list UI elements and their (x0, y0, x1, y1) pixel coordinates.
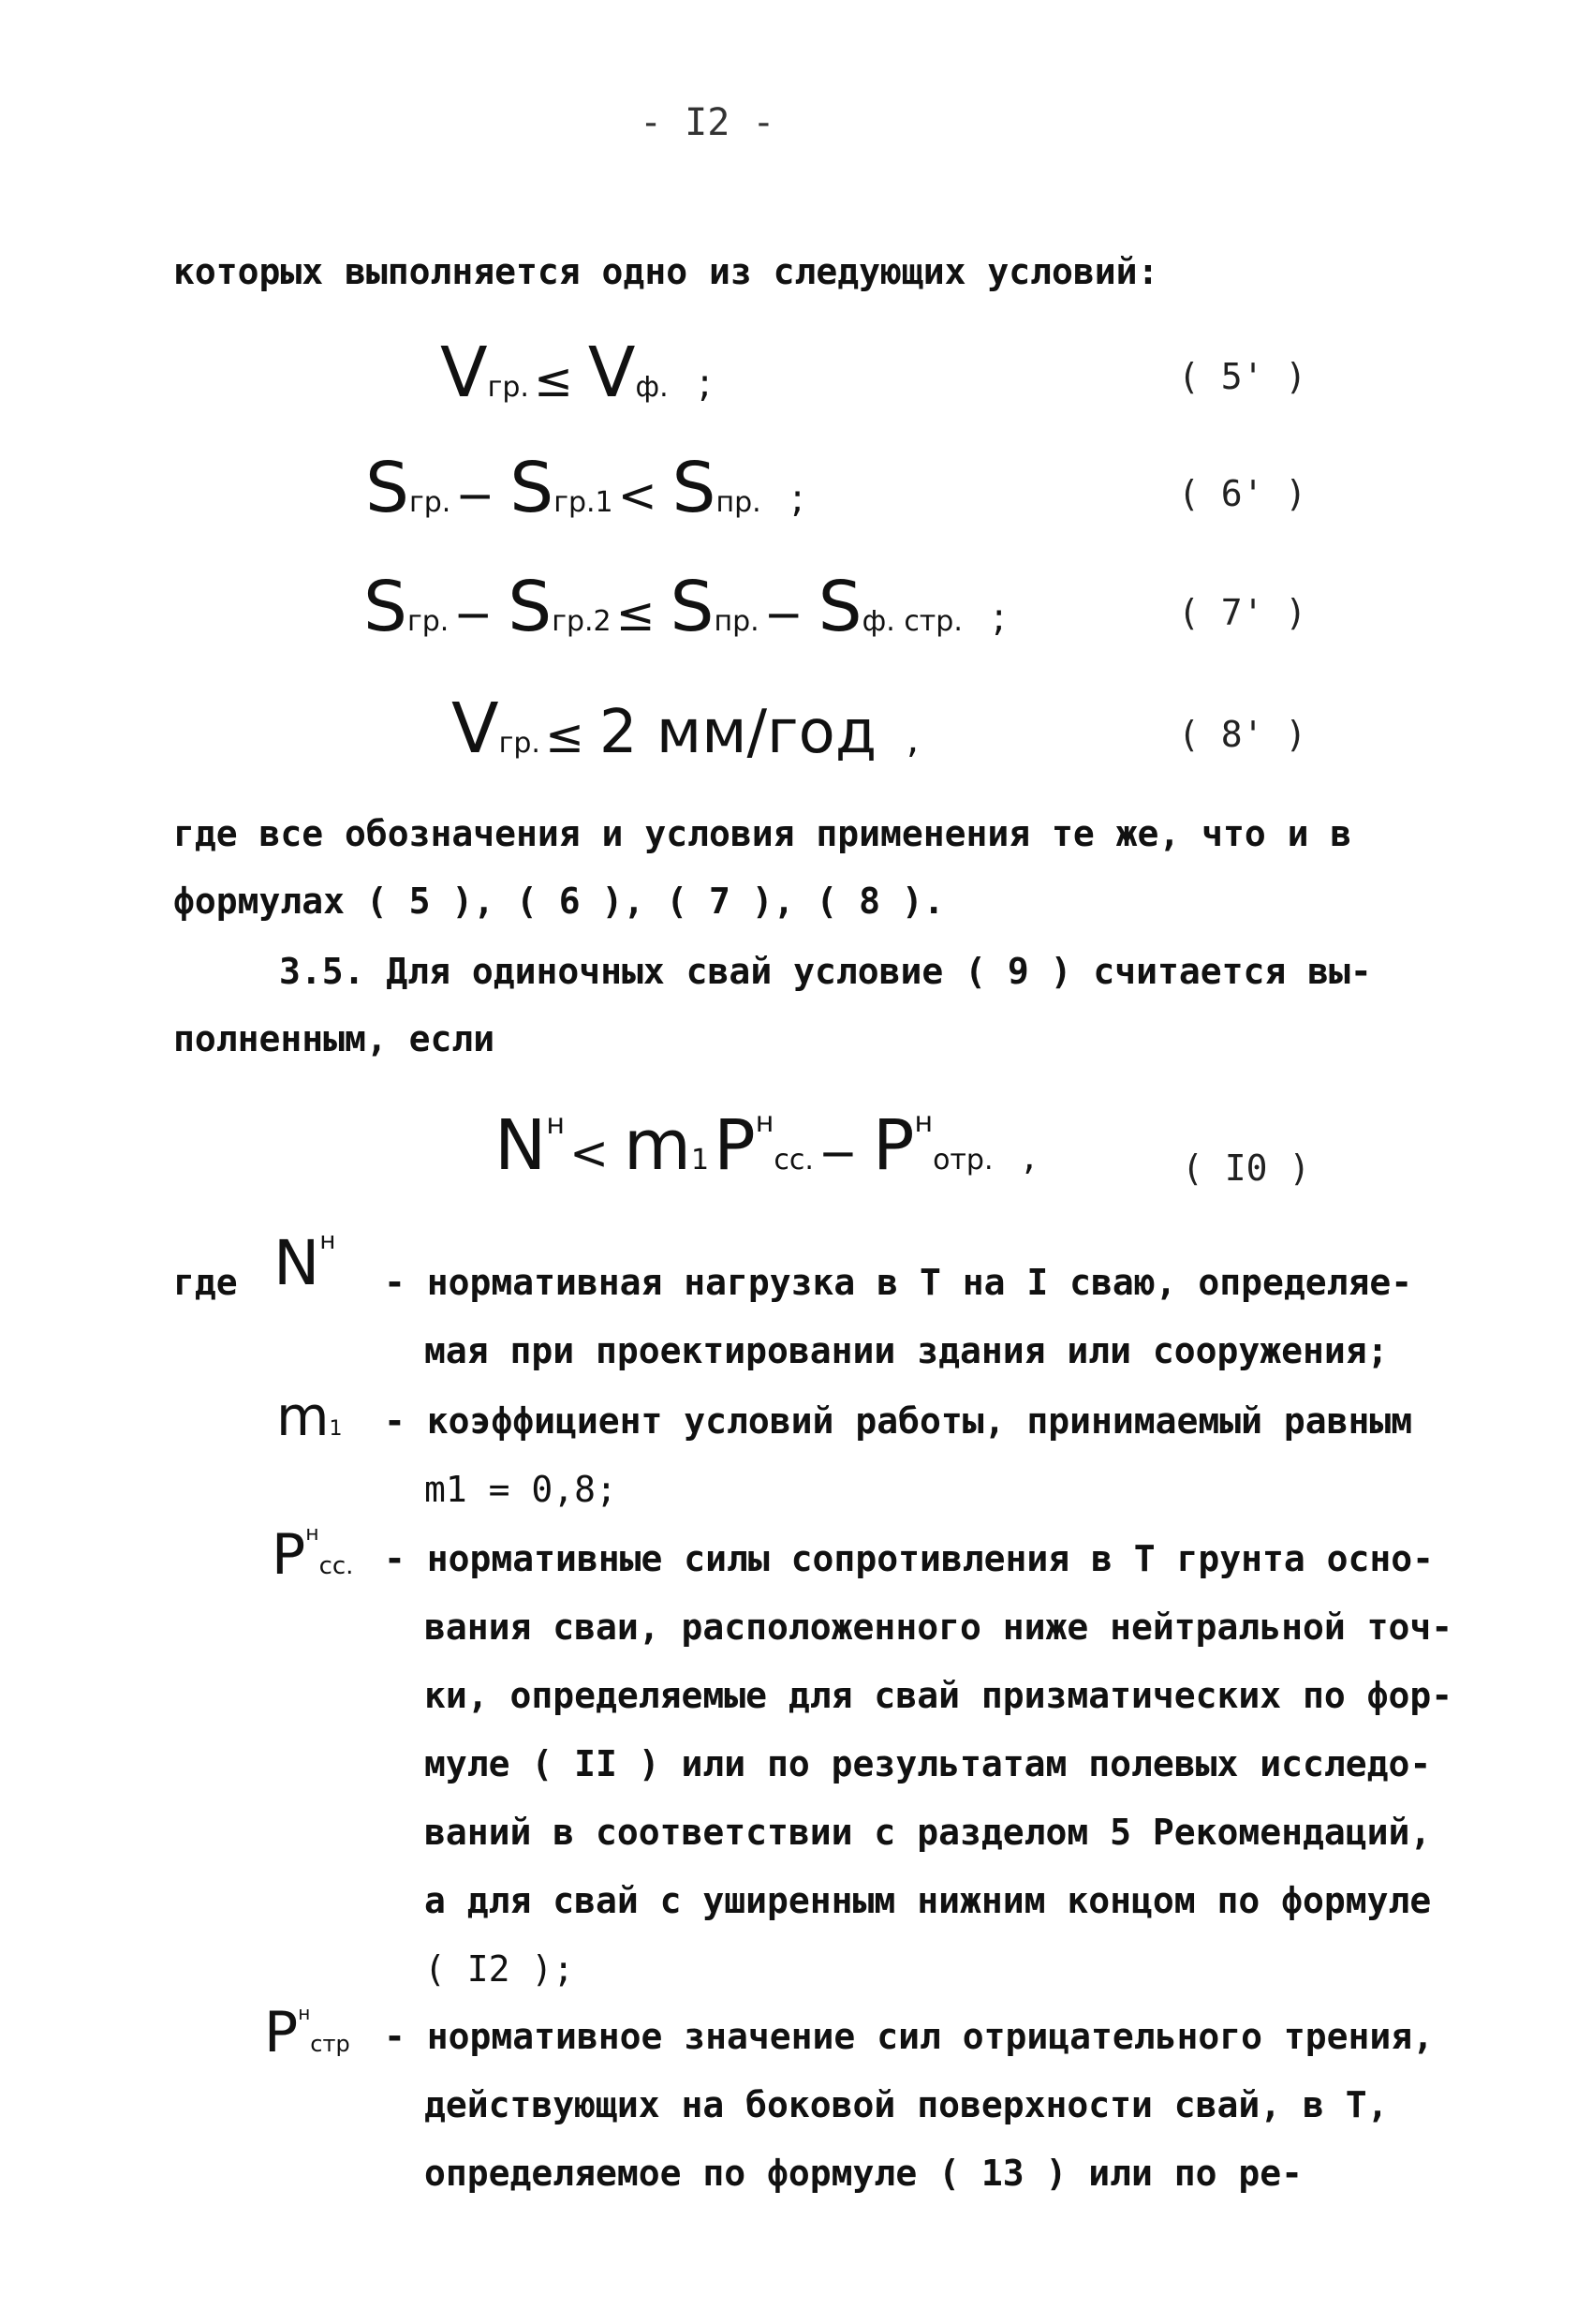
equation-number-6prime: ( 6' ) (1178, 473, 1307, 514)
page-number: - I2 - (640, 101, 775, 144)
definition-Pcc-line-4: муле ( II ) или по результатам полевых исследо- (424, 1743, 1432, 1784)
definition-symbol-N: Nн (273, 1227, 336, 1299)
definition-symbol-m1: m1 (276, 1384, 343, 1448)
equation-number-7prime: ( 7' ) (1178, 592, 1307, 633)
definition-Pstr-line-1: - нормативное значение сил отрицательного трения, (384, 2016, 1435, 2057)
after-equations-line-1: где все обозначения и условия применения те же, что и в (173, 813, 1352, 854)
definition-Pstr-line-2: действующих на боковой поверхности свай, в Т, (424, 2084, 1389, 2125)
definition-symbol-Pcc: Pнсс. (272, 1522, 354, 1588)
definition-Pcc-line-5: ваний в соответствии с разделом 5 Рекомендаций, (424, 1812, 1432, 1853)
equation-number-8prime: ( 8' ) (1178, 714, 1307, 755)
after-equations-line-2: формулах ( 5 ), ( 6 ), ( 7 ), ( 8 ). (173, 881, 945, 922)
equation-5prime: Vгр. ≤ Vф. ; (440, 333, 712, 413)
definition-Pstr-line-3: определяемое по формуле ( 13 ) или по ре- (424, 2153, 1303, 2194)
equation-7prime: Sгр. − Sгр.2 ≤ Sпр. − Sф. стр. ; (363, 567, 1006, 647)
paragraph-3-5-line-1: 3.5. Для одиночных свай условие ( 9 ) считается вы- (279, 951, 1372, 992)
definition-N-line-1: - нормативная нагрузка в Т на I сваю, определяе- (384, 1262, 1413, 1303)
definition-symbol-Pstr: Pнстр (264, 2000, 350, 2065)
definition-Pcc-line-2: вания сваи, расположенного ниже нейтральной точ- (424, 1606, 1453, 1648)
intro-line: которых выполняется одно из следующих условий: (173, 251, 1159, 292)
paragraph-3-5-line-2: полненным, если (173, 1018, 495, 1059)
definition-m1-line-2: m1 = 0,8; (424, 1469, 617, 1510)
equation-10: $N^н < m1$ Pнсс. − Pнотр. , (494, 1105, 1036, 1186)
where-label: где (173, 1262, 238, 1303)
definition-Pcc-line-1: - нормативные силы сопротивления в Т грунта осно- (384, 1538, 1435, 1579)
equation-number-5prime: ( 5' ) (1178, 356, 1307, 397)
definition-Pcc-line-7: ( I2 ); (424, 1948, 575, 1990)
definition-Pcc-line-6: а для свай с уширенным нижним концом по формуле (424, 1880, 1432, 1921)
definition-Pcc-line-3: ки, определяемые для свай призматических по фор- (424, 1675, 1453, 1716)
definition-m1-line-1: - коэффициент условий работы, принимаемый равным (384, 1400, 1413, 1442)
equation-6prime: Sгр. − Sгр.1 < Sпр. ; (365, 448, 804, 528)
equation-8prime: Vгр. ≤ 2 мм/год , (451, 688, 920, 769)
equation-number-10: ( I0 ) (1182, 1147, 1311, 1189)
definition-N-line-2: мая при проектировании здания или сооружения; (424, 1330, 1389, 1371)
